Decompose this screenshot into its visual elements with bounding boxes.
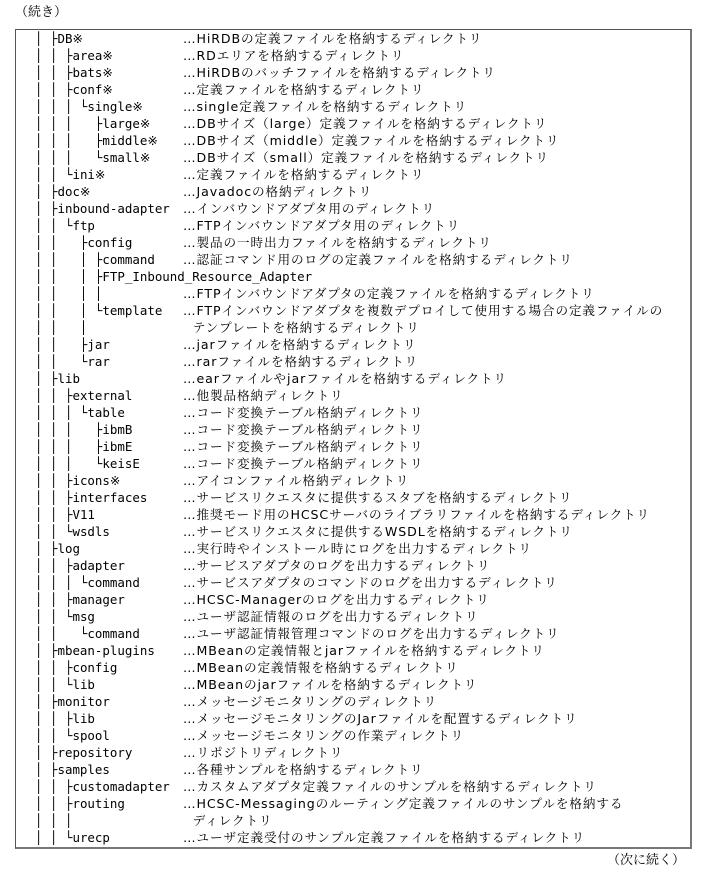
- tree-lines: │ │ ├: [35, 65, 73, 80]
- tree-row: [0, 625, 705, 642]
- directory-name: samples: [57, 762, 110, 777]
- tree-row: [0, 166, 705, 183]
- tree-lines: │ │ │ │: [35, 286, 103, 301]
- tree-path: [35, 676, 95, 693]
- tree-path: [35, 608, 95, 625]
- directory-name: conf※: [72, 82, 113, 97]
- directory-description: …RDエリアを格納するディレクトリ: [183, 48, 405, 63]
- tree-lines: │ │ │ └: [35, 303, 103, 318]
- directory-description: …FTPインバウンドアダプタ用のディレクトリ: [183, 218, 461, 233]
- tree-lines: │ │ │ └: [35, 150, 103, 165]
- tree-path: [35, 540, 80, 557]
- directory-name: routing: [72, 796, 125, 811]
- tree-row: [0, 795, 705, 812]
- tree-path: [35, 727, 110, 744]
- tree-row: [0, 540, 705, 557]
- tree-lines: │ │ │ ├: [35, 252, 103, 267]
- tree-row: [0, 217, 705, 234]
- directory-description: …MBeanの定義情報とjarファイルを格納するディレクトリ: [183, 643, 545, 658]
- directory-description: …HCSC-Managerのログを出力するディレクトリ: [183, 592, 490, 607]
- tree-path: [35, 200, 170, 217]
- tree-path: [35, 353, 110, 370]
- tree-lines: │ │ └: [35, 524, 73, 539]
- tree-row: [0, 404, 705, 421]
- tree-path: [35, 336, 110, 353]
- directory-description: …MBeanのjarファイルを格納するディレクトリ: [183, 677, 478, 692]
- directory-description: …サービスアダプタのログを出力するディレクトリ: [183, 558, 491, 573]
- directory-description: …コード変換テーブル格納ディレクトリ: [183, 405, 424, 420]
- tree-lines: │ ├: [35, 31, 58, 46]
- directory-name: bats※: [72, 65, 113, 80]
- directory-name: template: [102, 303, 163, 318]
- tree-path: [35, 778, 170, 795]
- directory-description: …サービスアダプタのコマンドのログを出力するディレクトリ: [183, 575, 558, 590]
- tree-row: [0, 234, 705, 251]
- tree-path: [35, 659, 117, 676]
- tree-path: [35, 149, 150, 166]
- directory-name: keisE: [102, 456, 140, 471]
- directory-name: middle※: [102, 133, 158, 148]
- tree-path: [35, 47, 113, 64]
- tree-path: [35, 98, 143, 115]
- tree-lines: │ │ ├: [35, 660, 73, 675]
- directory-description: …製品の一時出力ファイルを格納するディレクトリ: [183, 235, 492, 250]
- directory-description: …各種サンプルを格納するディレクトリ: [183, 762, 424, 777]
- tree-lines: │ │ ├: [35, 337, 88, 352]
- tree-row: [0, 387, 705, 404]
- tree-path: [35, 285, 102, 302]
- directory-description: …ユーザ認証情報のログを出力するディレクトリ: [183, 609, 479, 624]
- tree-row: [0, 251, 705, 268]
- tree-row: [0, 557, 705, 574]
- tree-row: [0, 319, 705, 336]
- directory-description: …HiRDBの定義ファイルを格納するディレクトリ: [183, 31, 483, 46]
- tree-lines: │ ├: [35, 745, 58, 760]
- directory-name: lib: [72, 711, 95, 726]
- tree-lines: │ │ ├: [35, 592, 73, 607]
- directory-name: lib: [72, 677, 95, 692]
- tree-lines: │ ├: [35, 371, 58, 386]
- directory-description: …single定義ファイルを格納するディレクトリ: [183, 99, 468, 114]
- directory-name: command: [102, 252, 155, 267]
- directory-description: …コード変換テーブル格納ディレクトリ: [183, 439, 424, 454]
- directory-name: customadapter: [72, 779, 170, 794]
- tree-row: [0, 778, 705, 795]
- tree-lines: │ │ └: [35, 830, 73, 845]
- directory-name: repository: [57, 745, 133, 760]
- directory-description: …認証コマンド用のログの定義ファイルを格納するディレクトリ: [183, 252, 573, 267]
- directory-description: …コード変換テーブル格納ディレクトリ: [183, 456, 424, 471]
- tree-path: [35, 302, 162, 319]
- tree-lines: │ │ └: [35, 728, 73, 743]
- directory-name: inbound-adapter: [57, 201, 170, 216]
- tree-path: [35, 795, 125, 812]
- tree-path: [35, 574, 140, 591]
- tree-lines: │ │ └: [35, 609, 73, 624]
- directory-name: monitor: [57, 694, 110, 709]
- directory-name: interfaces: [72, 490, 148, 505]
- tree-path: [35, 81, 113, 98]
- tree-row: [0, 438, 705, 455]
- tree-path: [35, 812, 72, 829]
- tree-row: [0, 574, 705, 591]
- directory-description: …リポジトリディレクトリ: [183, 745, 344, 760]
- tree-path: [35, 625, 140, 642]
- directory-description: …rarファイルを格納するディレクトリ: [183, 354, 419, 369]
- directory-name: jar: [87, 337, 110, 352]
- continues-next-caption: （次に続く）: [606, 853, 685, 868]
- tree-path: [35, 268, 312, 285]
- tree-lines: │ ├: [35, 762, 58, 777]
- tree-lines: │ │ │ └: [35, 99, 88, 114]
- tree-row: [0, 693, 705, 710]
- tree-row: [0, 115, 705, 132]
- tree-lines: │ │ │ ├: [35, 439, 103, 454]
- tree-path: [35, 30, 83, 47]
- tree-lines: │ │ ├: [35, 82, 73, 97]
- tree-lines: │ │ │ ├: [35, 116, 103, 131]
- tree-lines: │ ├: [35, 541, 58, 556]
- directory-description: …jarファイルを格納するディレクトリ: [183, 337, 417, 352]
- tree-row: [0, 455, 705, 472]
- tree-row: [0, 710, 705, 727]
- tree-row: [0, 727, 705, 744]
- tree-lines: │ │ └: [35, 167, 73, 182]
- tree-row: [0, 744, 705, 761]
- tree-row: [0, 761, 705, 778]
- directory-name: msg: [72, 609, 95, 624]
- directory-name: wsdls: [72, 524, 110, 539]
- tree-path: [35, 472, 120, 489]
- tree-row: [0, 353, 705, 370]
- tree-lines: │ ├: [35, 184, 58, 199]
- directory-name: log: [57, 541, 80, 556]
- tree-lines: │ ├: [35, 643, 58, 658]
- tree-lines: │ │ │ └: [35, 456, 103, 471]
- tree-row: [0, 268, 705, 285]
- tree-row: [0, 608, 705, 625]
- tree-row: [0, 132, 705, 149]
- directory-description: …カスタムアダプタ定義ファイルのサンプルを格納するディレクトリ: [183, 779, 597, 794]
- directory-description: テンプレートを格納するディレクトリ: [183, 320, 420, 335]
- tree-path: [35, 387, 132, 404]
- directory-name: ini※: [72, 167, 106, 182]
- tree-path: [35, 455, 140, 472]
- tree-row: [0, 642, 705, 659]
- tree-row: [0, 30, 705, 47]
- tree-row: [0, 149, 705, 166]
- tree-row: [0, 183, 705, 200]
- tree-row: [0, 523, 705, 540]
- continued-caption: （続き）: [15, 5, 68, 20]
- directory-description: …定義ファイルを格納するディレクトリ: [183, 167, 425, 182]
- tree-row: [0, 47, 705, 64]
- directory-description: …メッセージモニタリングのJarファイルを配置するディレクトリ: [183, 711, 578, 726]
- tree-path: [35, 506, 95, 523]
- directory-name: command: [87, 626, 140, 641]
- directory-description: …アイコンファイル格納ディレクトリ: [183, 473, 410, 488]
- directory-description: …Javadocの格納ディレクトリ: [183, 184, 373, 199]
- directory-name: mbean-plugins: [57, 643, 155, 658]
- tree-lines: │ │ ├: [35, 388, 73, 403]
- directory-description: …earファイルやjarファイルを格納するディレクトリ: [183, 371, 508, 386]
- directory-name: single※: [87, 99, 143, 114]
- tree-path: [35, 744, 132, 761]
- directory-description: …他製品格納ディレクトリ: [183, 388, 344, 403]
- tree-row: [0, 302, 705, 319]
- tree-lines: │ │ │ ├: [35, 422, 103, 437]
- tree-row: [0, 506, 705, 523]
- directory-description: …DBサイズ（small）定義ファイルを格納するディレクトリ: [183, 150, 550, 165]
- tree-lines: │ │ └: [35, 626, 88, 641]
- directory-description: …サービスリクエスタに提供するスタブを格納するディレクトリ: [183, 490, 573, 505]
- tree-path: [35, 557, 125, 574]
- tree-path: [35, 115, 150, 132]
- directory-description: …FTPインバウンドアダプタを複数デプロイして使用する場合の定義ファイルの: [183, 303, 664, 318]
- tree-lines: │ │ ├: [35, 235, 88, 250]
- tree-row: [0, 659, 705, 676]
- tree-lines: │ │ ├: [35, 796, 73, 811]
- tree-path: [35, 132, 158, 149]
- directory-description: …メッセージモニタリングのディレクトリ: [183, 694, 438, 709]
- tree-path: [35, 64, 113, 81]
- directory-name: manager: [72, 592, 125, 607]
- tree-path: [35, 421, 132, 438]
- tree-path: [35, 234, 132, 251]
- directory-description: …インバウンドアダプタ用のディレクトリ: [183, 201, 436, 216]
- tree-lines: │ │ ├: [35, 507, 73, 522]
- directory-name: small※: [102, 150, 151, 165]
- tree-path: [35, 370, 80, 387]
- tree-lines: │ │ │ └: [35, 575, 88, 590]
- directory-name: command: [87, 575, 140, 590]
- directory-name: spool: [72, 728, 110, 743]
- directory-name: DB※: [57, 31, 83, 46]
- directory-name: lib: [57, 371, 80, 386]
- directory-name: ibmE: [102, 439, 133, 454]
- tree-path: [35, 591, 125, 608]
- directory-name: rar: [87, 354, 110, 369]
- tree-path: [35, 523, 110, 540]
- directory-description: …メッセージモニタリングの作業ディレクトリ: [183, 728, 465, 743]
- tree-lines: │ │ │ ├: [35, 269, 103, 284]
- directory-description: …ユーザ認証情報管理コマンドのログを出力するディレクトリ: [183, 626, 560, 641]
- directory-description: …サービスリクエスタに提供するWSDLを格納するディレクトリ: [183, 524, 573, 539]
- tree-lines: │ │ └: [35, 677, 73, 692]
- tree-row: [0, 421, 705, 438]
- directory-description: …HiRDBのバッチファイルを格納するディレクトリ: [183, 65, 496, 80]
- tree-row: [0, 98, 705, 115]
- tree-path: [35, 217, 95, 234]
- directory-description: …HCSC-Messagingのルーティング定義ファイルのサンプルを格納する: [183, 796, 624, 811]
- tree-path: [35, 642, 155, 659]
- directory-description: …定義ファイルを格納するディレクトリ: [183, 82, 425, 97]
- directory-name: urecp: [72, 830, 110, 845]
- tree-lines: │ │ ├: [35, 558, 73, 573]
- tree-lines: │ │ │: [35, 320, 88, 335]
- directory-name: table: [87, 405, 125, 420]
- tree-row: [0, 285, 705, 302]
- directory-description: …DBサイズ（middle）定義ファイルを格納するディレクトリ: [183, 133, 560, 148]
- directory-name: FTP_Inbound_Resource_Adapter: [102, 269, 313, 284]
- tree-row: [0, 81, 705, 98]
- tree-path: [35, 404, 125, 421]
- tree-row: [0, 370, 705, 387]
- tree-row: [0, 64, 705, 81]
- tree-lines: │ │ │ ├: [35, 133, 103, 148]
- directory-description: …DBサイズ（large）定義ファイルを格納するディレクトリ: [183, 116, 548, 131]
- tree-row: [0, 336, 705, 353]
- tree-lines: │ │ ├: [35, 48, 73, 63]
- tree-path: [35, 319, 87, 336]
- tree-lines: │ │ └: [35, 354, 88, 369]
- tree-path: [35, 251, 155, 268]
- tree-lines: │ ├: [35, 694, 58, 709]
- tree-lines: │ │ ├: [35, 779, 73, 794]
- directory-name: adapter: [72, 558, 125, 573]
- directory-description: ディレクトリ: [183, 813, 273, 828]
- directory-description: …推奨モード用のHCSCサーバのライブラリファイルを格納するディレクトリ: [183, 507, 651, 522]
- tree-row: [0, 200, 705, 217]
- tree-row: [0, 676, 705, 693]
- directory-description: …MBeanの定義情報を格納するディレクトリ: [183, 660, 459, 675]
- directory-name: large※: [102, 116, 151, 131]
- directory-description: …ユーザ定義受付のサンプル定義ファイルを格納するディレクトリ: [183, 830, 586, 845]
- tree-path: [35, 693, 110, 710]
- tree-row: [0, 489, 705, 506]
- directory-name: config: [72, 660, 118, 675]
- directory-name: ibmB: [102, 422, 133, 437]
- directory-description: …実行時やインストール時にログを出力するディレクトリ: [183, 541, 532, 556]
- tree-path: [35, 166, 105, 183]
- directory-name: area※: [72, 48, 113, 63]
- tree-path: [35, 489, 147, 506]
- tree-row: [0, 591, 705, 608]
- tree-lines: │ │ ├: [35, 711, 73, 726]
- directory-name: config: [87, 235, 133, 250]
- tree-path: [35, 438, 132, 455]
- tree-row: [0, 812, 705, 829]
- tree-row: [0, 472, 705, 489]
- tree-path: [35, 829, 110, 846]
- tree-lines: │ │ │ └: [35, 405, 88, 420]
- tree-path: [35, 710, 95, 727]
- tree-row: [0, 829, 705, 846]
- tree-lines: │ │ └: [35, 218, 73, 233]
- directory-name: icons※: [72, 473, 121, 488]
- tree-lines: │ │ ├: [35, 473, 73, 488]
- directory-name: external: [72, 388, 133, 403]
- directory-name: doc※: [57, 184, 91, 199]
- directory-description: …コード変換テーブル格納ディレクトリ: [183, 422, 424, 437]
- tree-lines: │ ├: [35, 201, 58, 216]
- directory-name: V11: [72, 507, 95, 522]
- tree-lines: │ │ │: [35, 813, 73, 828]
- tree-lines: │ │ ├: [35, 490, 73, 505]
- directory-description: …FTPインバウンドアダプタの定義ファイルを格納するディレクトリ: [183, 286, 595, 301]
- directory-name: ftp: [72, 218, 95, 233]
- tree-path: [35, 183, 90, 200]
- tree-path: [35, 761, 110, 778]
